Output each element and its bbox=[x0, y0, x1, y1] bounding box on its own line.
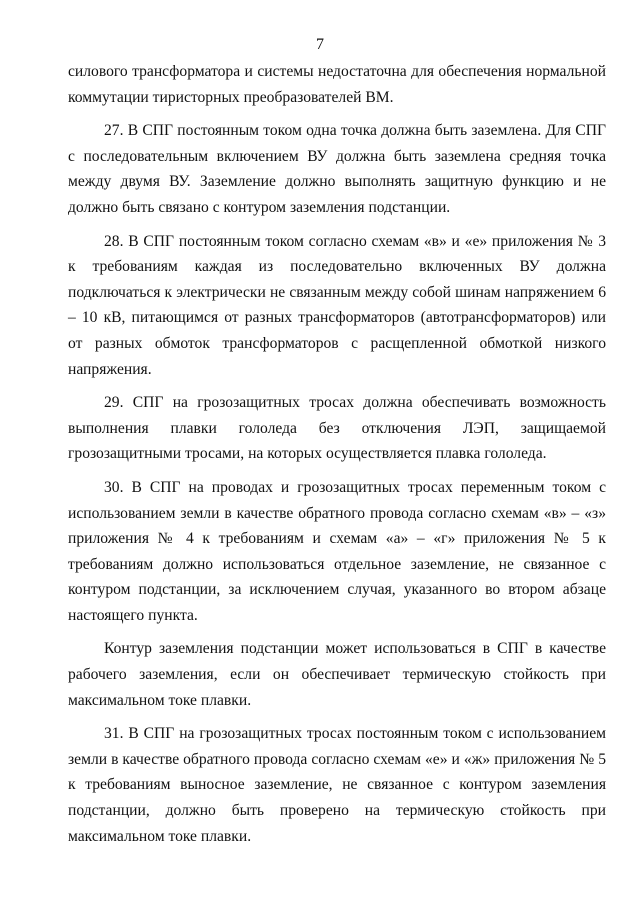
paragraph-item-29: 29. СПГ на грозозащитных тросах должна обеспечивать возможность выполнения плавки гололеда без отключения ЛЭП, защищаемой грозозащитными тросами, на которых осуществляется плавка гололеда. bbox=[68, 394, 606, 463]
paragraph-item-28: 28. В СПГ постоянным током согласно схемам «в» и «е» приложения № 3 к требованиям каждая из последовательно включенных ВУ должна подключаться к электрически не связанным между собой шинам напряжением 6 – 10 кВ, питающимся от разных трансформаторов (автотрансформаторов) или от разных обмоток трансформаторов с расщепленной обмоткой низкого напряжения. bbox=[68, 232, 606, 378]
paragraph-item-30-second: Контур заземления подстанции может использоваться в СПГ в качестве рабочего заземления, если он обеспечивает термическую стойкость при максимальном токе плавки. bbox=[68, 640, 606, 709]
page-number: 7 bbox=[316, 36, 324, 53]
paragraph-continuation: силового трансформатора и системы недостаточна для обеспечения нормальной коммутации тиристорных преобразователей ВМ. bbox=[68, 63, 606, 106]
paragraph-item-27: 27. В СПГ постоянным током одна точка должна быть заземлена. Для СПГ с последовательным включением ВУ должна быть заземлена средняя точка между двумя ВУ. Заземление должно выполнять защитную функцию и не должно быть связано с контуром заземления подстанции. bbox=[68, 122, 606, 216]
paragraph-item-30: 30. В СПГ на проводах и грозозащитных тросах переменным током с использованием земли в качестве обратного провода согласно схемам «в» – «з» приложения № 4 к требованиям и схемам «а» – «г» приложения № 5 к требованиям должно использоваться отдельное заземление, не связанное с контуром подстанции, за исключением случая, указанного во втором абзаце настоящего пункта. bbox=[68, 478, 606, 624]
document-body bbox=[68, 59, 606, 857]
paragraph-item-31: 31. В СПГ на грозозащитных тросах постоянным током с использованием земли в качестве обратного провода согласно схемам «е» и «ж» приложения № 5 к требованиям выносное заземление, не связанное с контуром заземления подстанции, должно быть проверено на термическую стойкость при максимальном токе плавки. bbox=[68, 725, 606, 845]
